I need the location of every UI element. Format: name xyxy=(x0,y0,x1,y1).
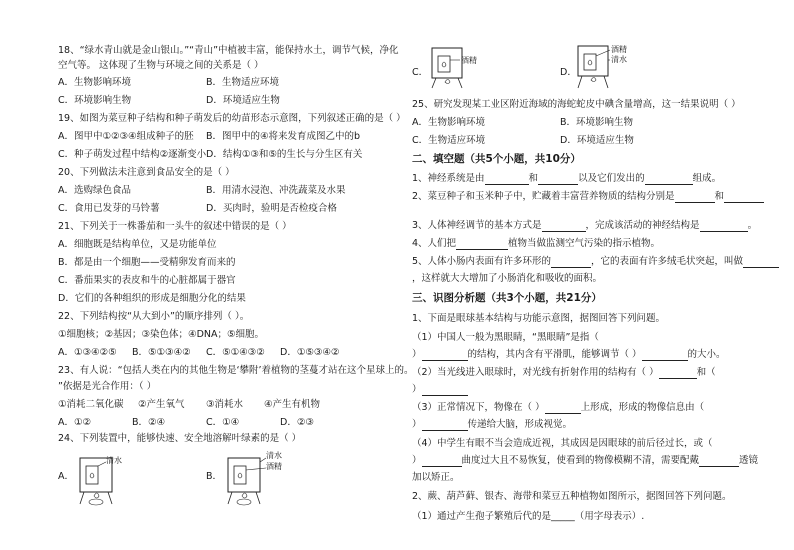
analysis-q1-s3-line2 xyxy=(412,418,572,431)
s1-text-c: 的结构，其内含有平滑肌，能够调节（ ） xyxy=(467,349,642,360)
analysis-q1-s1-line1: （1）中国人一般为黑眼睛，“黑眼睛”是指（ xyxy=(412,332,599,343)
q18-stem-line2: 空气等。 这体现了生物与环境之间的关系是（ ） xyxy=(58,60,264,71)
leaf-shape xyxy=(90,473,94,478)
beaker-inner xyxy=(86,466,98,484)
q22-option-c: C．⑤①④③② xyxy=(206,347,265,358)
fill-1-text-c: 以及它们发出的 xyxy=(578,173,645,184)
fill-4 xyxy=(412,237,660,250)
q20-option-c: C．食用已发芽的马铃薯 xyxy=(58,203,160,214)
fill-5-blank-1[interactable] xyxy=(551,256,591,268)
q22-option-b: B．⑤①③④② xyxy=(132,347,191,358)
tripod-right xyxy=(256,492,260,504)
q22-items: ①细胞核；②基因；③染色体；④DNA；⑤细胞。 xyxy=(58,329,265,340)
q25-option-c: C．生物适应环境 xyxy=(412,135,486,146)
q24-option-c-letter: C． xyxy=(412,67,429,78)
fill-1-text-b: 和 xyxy=(528,173,539,184)
s4-blank-2[interactable] xyxy=(699,455,739,467)
burner-flame xyxy=(242,493,247,498)
q25-option-d: D．环境适应生物 xyxy=(560,135,634,146)
q19-option-b: B．图甲中的④将来发育成图乙中的b xyxy=(206,131,361,142)
analysis-q1-s4-line2 xyxy=(412,454,758,467)
fill-1-text-a: 1、神经系统是由 xyxy=(412,173,485,184)
burner-base xyxy=(237,499,251,505)
analysis-q1-s4-line1: （4）中学生有眼不当会造成近视，其成因是因眼球的前后径过长，或（ xyxy=(412,438,713,449)
section-2-title: 二、填空题（共5个小题，共10分） xyxy=(412,153,581,165)
burner-flame xyxy=(591,78,596,82)
q21-stem: 21、下列关于一株番茄和一头牛的叙述中错误的是（ ） xyxy=(58,221,292,232)
beaker-inner xyxy=(438,56,450,72)
q22-option-a: A．①③④②⑤ xyxy=(58,347,117,358)
q23-item-2: ②产生氧气 xyxy=(138,399,185,410)
q21-option-c: C．番茄果实的表皮和牛的心脏都属于器官 xyxy=(58,275,236,286)
s3-close-paren: ） xyxy=(412,419,422,430)
q22-stem: 22、下列结构按“从大到小”的顺序排列（ ）。 xyxy=(58,311,250,322)
beaker-inner xyxy=(584,54,596,70)
analysis-q1-stem: 1、下面是眼球基本结构与功能示意图，据图回答下列问题。 xyxy=(412,313,666,324)
label-alcohol: 酒精 xyxy=(266,462,282,471)
s3-text-b: 上形成，形成的物像信息由（ xyxy=(580,402,705,413)
s4-text-d: 透镜 xyxy=(739,455,759,466)
q25-option-b: B．环境影响生物 xyxy=(560,117,634,128)
fill-2-text-a: 2、菜豆种子和玉米种子中，贮藏着丰富营养物质的结构分别是 xyxy=(412,191,675,202)
analysis-q2-s1: （1）通过产生孢子繁殖后代的是_____（用字母表示）. xyxy=(412,511,645,522)
label-water: 清水 xyxy=(106,456,122,465)
label-alcohol: 酒精 xyxy=(611,45,627,54)
fill-3-text-c: 。 xyxy=(747,220,758,231)
q24-stem: 24、下列装置中，能够快速、安全地溶解叶绿素的是（ ） xyxy=(58,433,302,444)
burner-flame xyxy=(94,493,99,498)
q24-option-b-letter: B． xyxy=(206,471,223,482)
q24-apparatus-b xyxy=(222,448,302,508)
fill-3-text-b: ，完成该活动的神经结构是 xyxy=(585,220,700,231)
fill-3-blank-1[interactable] xyxy=(542,220,586,232)
analysis-q2-stem: 2、蕨、葫芦藓、银杏、海带和菜豆五种植物如图所示，据图回答下列问题。 xyxy=(412,491,732,502)
q21-option-a: A．细胞既是结构单位，又是功能单位 xyxy=(58,239,217,250)
q24-apparatus-a xyxy=(74,448,154,508)
fill-5 xyxy=(412,255,779,268)
fill-1-blank-2[interactable] xyxy=(538,173,578,185)
fill-4-text-b: 植物当做监测空气污染的指示植物。 xyxy=(508,238,661,249)
q24-apparatus-c xyxy=(428,42,508,90)
q21-option-d: D．它们的各种组织的形成是细胞分化的结果 xyxy=(58,293,246,304)
beaker-outer xyxy=(432,48,462,78)
fill-3-text-a: 3、人体神经调节的基本方式是 xyxy=(412,220,542,231)
section-3-title: 三、识图分析题（共3个小题，共21分） xyxy=(412,292,602,304)
s4-text-c: 曲度过大且不易恢复，使看到的物像模糊不清，需要配戴 xyxy=(461,455,700,466)
fill-3-blank-2[interactable] xyxy=(700,220,748,232)
analysis-q1-s1-line2 xyxy=(412,348,726,361)
fill-2-blank-2[interactable] xyxy=(724,191,764,203)
q23-stem-line1: 23、有人说：“包括人类在内的其他生物是‘攀附’着植物的茎蔓才站在这个星球上的。 xyxy=(58,365,414,376)
tripod-right xyxy=(108,492,112,504)
analysis-q1-s2-line1 xyxy=(412,366,716,379)
fill-1-text-d: 组成。 xyxy=(692,173,722,184)
tripod-left xyxy=(228,492,232,504)
fill-1 xyxy=(412,172,721,185)
s4-blank-1[interactable] xyxy=(422,455,462,467)
q18-option-a: A．生物影响环境 xyxy=(58,77,131,88)
burner-base xyxy=(89,499,103,505)
s4-close-paren: ） xyxy=(412,455,422,466)
q19-option-a: A．图甲中①②③④组成种子的胚 xyxy=(58,131,194,142)
q23-item-1: ①消耗二氧化碳 xyxy=(58,399,124,410)
fill-2-text-b: 和 xyxy=(714,191,725,202)
tripod-left xyxy=(432,78,436,88)
fill-3 xyxy=(412,219,757,232)
label-water: 清水 xyxy=(266,451,282,460)
s1-text-d: 的大小。 xyxy=(687,349,726,360)
fill-2-blank-1[interactable] xyxy=(675,191,715,203)
s1-blank-2[interactable] xyxy=(642,349,688,361)
q21-option-b: B．都是由一个细胞——受精卵发育而来的 xyxy=(58,257,236,268)
burner-flame xyxy=(445,80,450,84)
q23-stem-line2: ”依据是光合作用：（ ） xyxy=(58,381,157,392)
q20-option-d: D．买肉时，验明是否检疫合格 xyxy=(206,203,337,214)
label-pointer-2 xyxy=(246,468,266,470)
q24-option-d-letter: D． xyxy=(560,67,577,78)
s2-blank-1[interactable] xyxy=(659,367,697,379)
fill-1-blank-1[interactable] xyxy=(485,173,529,185)
q18-stem-line1: 18、“绿水青山就是金山银山。”“青山”中植被丰富，能保持水土，调节气候，净化 xyxy=(58,45,399,56)
q24-option-a-letter: A． xyxy=(58,471,74,482)
q25-option-a: A．生物影响环境 xyxy=(412,117,485,128)
analysis-q1-s4-line3: 加以矫正。 xyxy=(412,472,460,483)
q24-apparatus-d xyxy=(574,38,654,90)
q23-option-b: B．②④ xyxy=(132,417,166,428)
s3-text-a: （3）正常情况下，物像在（ ） xyxy=(412,402,545,413)
s3-blank-2[interactable] xyxy=(422,419,468,431)
s3-text-d: 传递给大脑，形成视觉。 xyxy=(467,419,573,430)
fill-5-blank-2[interactable] xyxy=(743,256,779,268)
s2-text-b: 和（ xyxy=(696,367,716,378)
fill-4-blank-1[interactable] xyxy=(456,238,508,250)
tripod-right xyxy=(604,76,608,88)
beaker-outer xyxy=(578,46,608,76)
q22-option-d: D．①⑤③④② xyxy=(280,347,340,358)
q18-option-b: B．生物适应环境 xyxy=(206,77,280,88)
q23-item-4: ④产生有机物 xyxy=(264,399,321,410)
label-pointer xyxy=(98,462,106,466)
beaker-outer xyxy=(228,458,260,492)
s2-text-a: （2）当光线进入眼球时，对光线有折射作用的结构有（ ） xyxy=(412,367,659,378)
fill-1-blank-3[interactable] xyxy=(645,173,693,185)
fill-2 xyxy=(412,190,764,203)
s2-close-paren: ） xyxy=(412,384,422,395)
s3-blank-1[interactable] xyxy=(545,402,581,414)
q23-option-c: C．①④ xyxy=(206,417,240,428)
s1-blank-1[interactable] xyxy=(422,349,468,361)
tripod-left xyxy=(80,492,84,504)
tripod-right xyxy=(458,78,462,88)
q23-item-3: ③消耗水 xyxy=(206,399,244,410)
q19-stem: 19、如图为菜豆种子结构和种子萌发后的幼苗形态示意图，下列叙述正确的是（ ） xyxy=(58,113,406,124)
q20-stem: 20、下列做法未注意到食品安全的是（ ） xyxy=(58,167,235,178)
q18-option-d: D．环境适应生物 xyxy=(206,95,280,106)
tripod-left xyxy=(578,76,582,88)
q23-option-a: A．①② xyxy=(58,417,92,428)
label-water: 清水 xyxy=(611,55,627,64)
q23-option-d: D．②③ xyxy=(280,417,314,428)
s1-close-paren: ） xyxy=(412,349,422,360)
fill-5-text-a: 5、人体小肠内表面有许多环形的 xyxy=(412,256,552,267)
q25-stem: 25、研究发现某工业区附近海域的海蛇蛇皮中碘含量增高，这一结果说明（ ） xyxy=(412,99,741,110)
leaf-shape xyxy=(238,473,242,478)
s2-blank-2[interactable] xyxy=(422,384,468,396)
fill-5-text-b: ，它的表面有许多绒毛状突起，叫做 xyxy=(591,256,744,267)
analysis-q1-s2-line2 xyxy=(412,383,468,396)
q20-option-a: A．选购绿色食品 xyxy=(58,185,131,196)
fill-5-cont: ，这样就大大增加了小肠消化和吸收的面积。 xyxy=(412,273,603,284)
label-alcohol: 酒精 xyxy=(461,56,477,65)
beaker-inner xyxy=(234,466,246,484)
leaf-shape xyxy=(442,62,446,67)
fill-4-text-a: 4、人们把 xyxy=(412,238,457,249)
leaf-shape xyxy=(588,60,592,65)
q20-option-b: B．用清水浸泡、冲洗蔬菜及水果 xyxy=(206,185,346,196)
q18-option-c: C．环境影响生物 xyxy=(58,95,132,106)
q19-option-c: C．种子萌发过程中结构②逐渐变小 xyxy=(58,149,207,160)
analysis-q1-s3-line1 xyxy=(412,401,704,414)
q19-option-d: D．结构①③和⑤的生长与分生区有关 xyxy=(206,149,363,160)
